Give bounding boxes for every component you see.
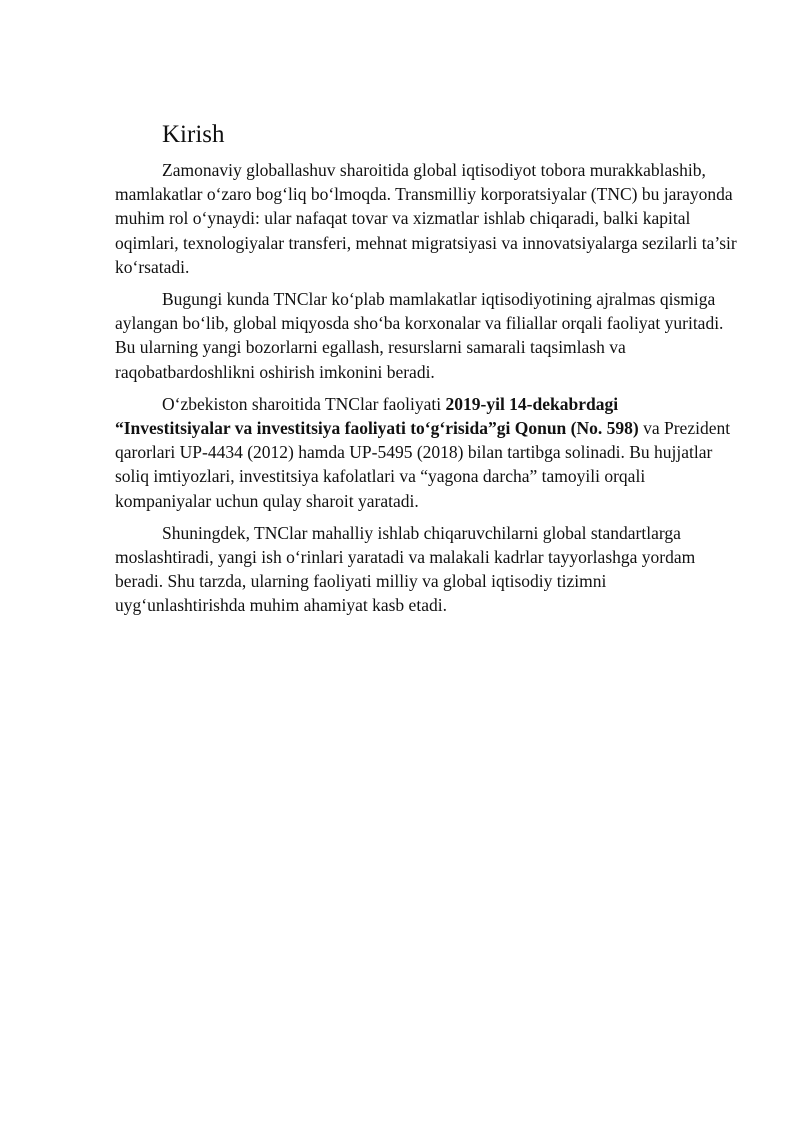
paragraph-3-rest: va Prezident qarorlari UP-4434 (2012) hamda UP-5495 (2018) bilan tartibga solinadi. Bu hujjatlar soliq imtiyozlari, investitsiya kafolatlari va “yagona darcha” tamoyili orqali kompaniyalar uchun qulay sharoit yaratadi.	[115, 418, 731, 511]
paragraph-1: Zamonaviy globallashuv sharoitida global iqtisodiyot tobora murakkablashib, mamlakatlar o‘zaro bog‘liq bo‘lmoqda. Transmilliy korporatsiyalar (TNC) bu jarayonda muhim rol o‘ynaydi: ular nafaqat tovar va xizmatlar ishlab chiqaradi, balki kapital oqimlari, texnologiyalar transferi, mehnat migratsiyasi va innovatsiyalarga sezilarli ta’sir ko‘rsatadi.	[115, 160, 737, 277]
document-body	[115, 118, 737, 626]
paragraph-3-intro: O‘zbekiston sharoitida TNClar faoliyati	[162, 393, 446, 414]
paragraph-3	[115, 392, 737, 513]
section-heading: Kirish	[162, 121, 225, 148]
paragraph-4: Shuningdek, TNClar mahalliy ishlab chiqaruvchilarni global standartlarga moslashtiradi, yangi ish o‘rinlari yaratadi va malakali kadrlar tayyorlashga yordam beradi. Shu tarzda, ularning faoliyati milliy va global iqtisodiy tizimni uyg‘unlashtirishda muhim ahamiyat kasb etadi.	[115, 522, 696, 616]
paragraph-2: Bugungi kunda TNClar ko‘plab mamlakatlar iqtisodiyotining ajralmas qismiga aylangan bo‘lib, global miqyosda sho‘ba korxonalar va filiallar orqali faoliyat yuritadi. Bu ularning yangi bozorlarni egallash, resurslarni samarali taqsimlash va raqobatbardoshlikni oshirish imkonini beradi.	[115, 289, 724, 382]
law-reference: 2019-yil 14-dekabrdagi “Investitsiyalar va investitsiya faoliyati to‘g‘risida”gi Qonun (No. 598)	[115, 393, 639, 439]
